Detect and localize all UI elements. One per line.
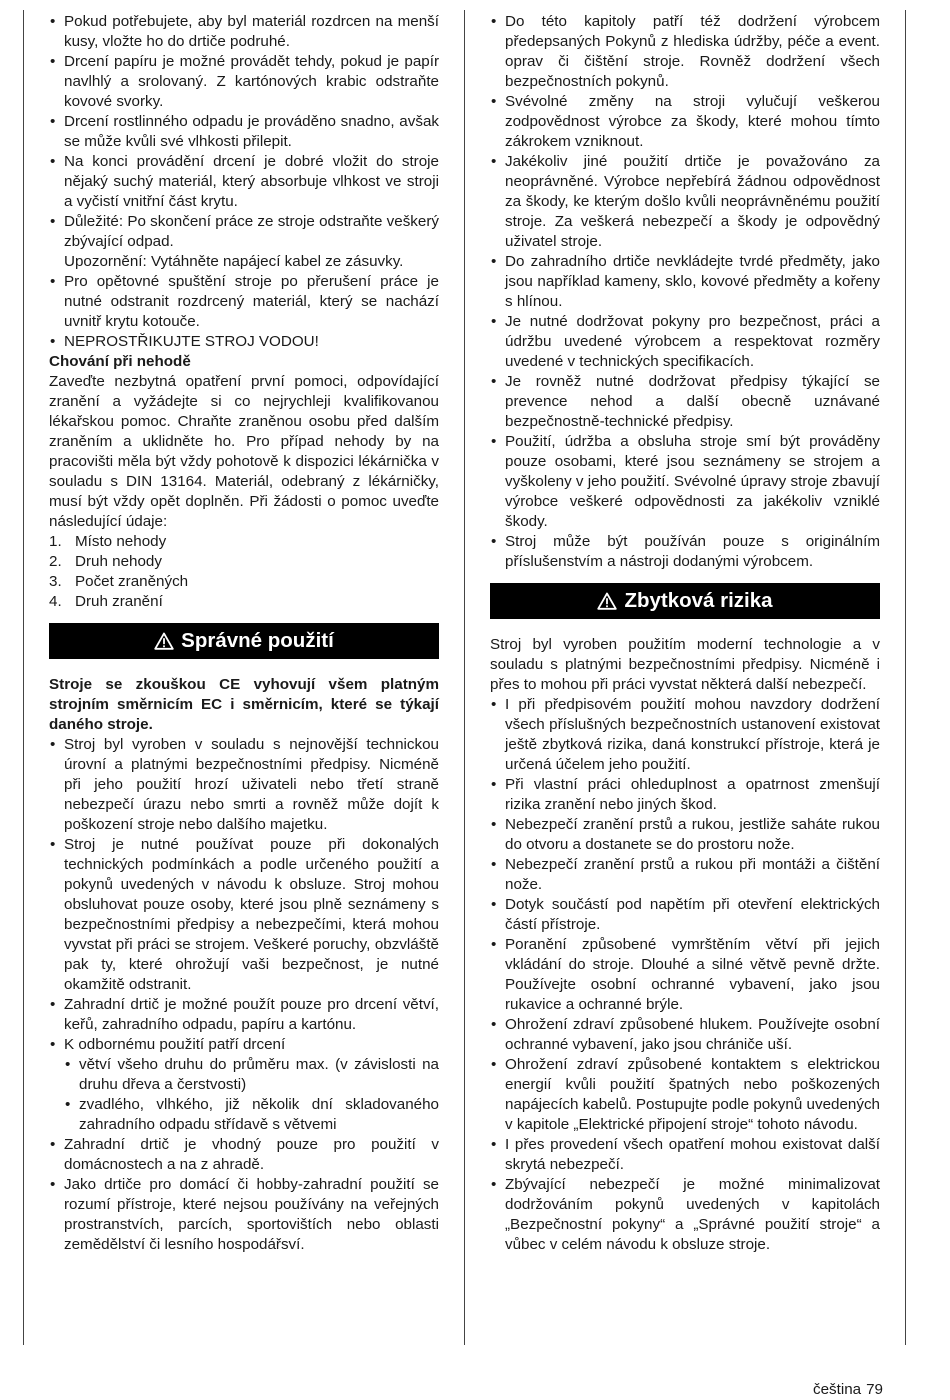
list-item: • Nebezpečí zranění prstů a rukou při montáži a čištění nože. — [490, 855, 880, 895]
list-item: • Pokud potřebujete, aby byl materiál rozdrcen na menší kusy, vložte ho do drtiče podruhé. — [49, 12, 439, 52]
list-item — [49, 572, 439, 592]
list-item — [49, 592, 439, 612]
sub-bullet-list — [64, 1055, 439, 1135]
list-item: • Poranění způsobené vymrštěním větví při jejich vkládání do stroje. Dlouhé a silné větvě pevně držte. Používejte osobní ochranné vybavení, jako jsou rukavice a ochranné brýle. — [490, 935, 880, 1015]
footer-language: čeština — [812, 1381, 862, 1398]
list-item: • Dotyk součástí pod napětím při otevření elektrických částí přístroje. — [490, 895, 880, 935]
list-text: Místo nehody — [75, 533, 167, 550]
list-item: • NEPROSTŘIKUJTE STROJ VODOU! — [49, 332, 439, 352]
list-text: Druh nehody — [75, 553, 162, 570]
sub-list-item: • větví všeho druhu do průměru max. (v závislosti na druhu dřeva a čerstvosti) — [64, 1055, 439, 1095]
residual-risks-intro: Stroj byl vyroben použitím moderní technologie a v souladu s platnými bezpečnostními předpisy. Nicméně i přes to mohou při práci vyvstat některá další nebezpečí. — [490, 636, 880, 693]
cleanup-bullet-list — [49, 12, 439, 352]
list-item: • Je nutné dodržovat pokyny pro bezpečnost, práci a údržbu uvedené výrobcem a respektovat rozměry uvedené v technických specifikacích. — [490, 312, 880, 372]
list-text: Druh zranění — [75, 593, 163, 610]
warning-note: Upozornění: Vytáhněte napájecí kabel ze zásuvky. — [64, 253, 404, 270]
list-item: • Stroj může být používán pouze s originálním příslušenstvím a nástroji dodanými výrobcem. — [490, 532, 880, 572]
list-text: Počet zraněných — [75, 573, 189, 590]
list-item — [49, 552, 439, 572]
list-item: • Jako drtiče pro domácí či hobby-zahradní použití se rozumí přístroje, které nejsou používány na veřejných prostranstvích, parcích, sportovištích nebo oblasti zemědělství či lesního hospodářsví. — [49, 1175, 439, 1255]
list-item: • Nebezpečí zranění prstů a rukou, jestliže saháte rukou do otvoru a dostanete se do prostoru nože. — [490, 815, 880, 855]
list-item: • Je rovněž nutné dodržovat předpisy týkající se prevence nehod a další obecně uznávané bezpečnostně-technické předpisy. — [490, 372, 880, 432]
list-item: • Ohrožení zdraví způsobené hlukem. Používejte osobní ochranné vybavení, jako jsou chrániče uší. — [490, 1015, 880, 1055]
residual-risks-heading: Zbytková rizika — [624, 589, 773, 612]
left-margin-rule — [23, 10, 24, 1345]
list-number: 3. — [49, 573, 62, 590]
important-text: Důležité: Po skončení práce ze stroje odstraňte veškerý zbývající odpad. — [64, 213, 439, 250]
list-item — [49, 1035, 439, 1135]
list-item: • Zahradní drtič je vhodný pouze pro použití v domácnostech a na z ahradě. — [49, 1135, 439, 1175]
residual-risks-heading-band — [490, 583, 880, 619]
warning-triangle-icon — [597, 592, 617, 610]
list-item: • I přes provedení všech opatření mohou existovat další skrytá nebezpečí. — [490, 1135, 880, 1175]
list-item: • Zbývající nebezpečí je možné minimalizovat dodržováním pokynů uvedených v kapitolách „Bezpečnostní pokyny“ a „Správné použití stroje“ a vůbec v celém návodu k obsluze stroje. — [490, 1175, 880, 1255]
right-column — [490, 12, 880, 1255]
page-number: 79 — [866, 1381, 883, 1398]
list-item: • Drcení papíru je možné provádět tehdy, pokud je papír navlhlý a srolovaný. Z kartónových krabic odstraňte kovové svorky. — [49, 52, 439, 112]
warning-triangle-icon — [154, 632, 174, 650]
list-item: • Do zahradního drtiče nevkládejte tvrdé předměty, jako jsou například kameny, sklo, kovové předměty a kořeny s hlínou. — [490, 252, 880, 312]
page-footer — [813, 1380, 883, 1400]
list-item: • Jakékoliv jiné použití drtiče je považováno za neoprávněné. Výrobce nepřebírá žádnou odpovědnost za škody, ke kterým došlo kvůli neoprávněnému použití stroje. Za veškerá nebezpečí a škody je odpovědný uživatel stroje. — [490, 152, 880, 252]
list-item: • Ohrožení zdraví způsobené kontaktem s elektrickou energií kvůli použití špatných nebo poškozených napájecích kabelů. Postupujte podle pokynů uvedených v kapitole „Elektrické připojení stroje“ tohoto návodu. — [490, 1055, 880, 1135]
list-item: • Pro opětovné spuštění stroje po přerušení práce je nutné odstranit rozdrcený materiál, který se nachází uvnitř krytu kotouče. — [49, 272, 439, 332]
list-item: • Stroj je nutné používat pouze při dokonalých technických podmínkách a podle určeného použití a pokynů uvedených v návodu k obsluze. Stroj mohou obsluhovat pouze osoby, které jsou plně seznámeny s bezpečnostními předpisy a nebezpečími, která mohou vyvstat při práci se strojem. Veškeré poruchy, obzvláště pak ty, které ohrožují vaši bezpečnost, je nutné okamžitě odstranit. — [49, 835, 439, 995]
list-item: • I při předpisovém použití mohou navzdory dodržení všech příslušných bezpečnostních ustanovení existovat ještě zbytková rizika, daná konstrukcí přístroje, která je určená účelem jeho použití. — [490, 695, 880, 775]
list-item: • Použití, údržba a obsluha stroje smí být prováděny pouze osobami, které jsou seznámeny se strojem a vyškoleny v jeho použití. Svévolné úpravy stroje zbavují výrobce veškeré odpovědnosti za jakékoliv vzniklé škody. — [490, 432, 880, 532]
accident-paragraph: Zaveďte nezbytná opatření první pomoci, odpovídající zranění a vyžádejte si co nejrychleji kvalifikovanou lékařskou pomoc. Chraňte zraněnou osobu před dalším zraněním a uklidněte ho. Pro případ nehody by na pracovišti měla být vždy pohotově k dispozici lékárnička v souladu s DIN 13164. Materiál, odebraný z lékárničky, musí být vždy opět doplněn. Při žádosti o pomoc uveďte následující údaje: — [49, 373, 439, 530]
list-item: • Na konci provádění drcení je dobré vložit do stroje nějaký suchý materiál, který absorbuje vlhkost ve stroji a vyčistí vnitřní část krytu. — [49, 152, 439, 212]
list-item: • Drcení rostlinného odpadu je prováděno snadno, avšak se může kvůli své vlhkosti přilepit. — [49, 112, 439, 152]
proper-use-bullet-list — [49, 735, 439, 1255]
list-item: • Do této kapitoly patří též dodržení výrobcem předepsaných Pokynů z hlediska údržby, péče a event. oprav či čištění stroje. Rovněž dodržení všech bezpečnostních pokynů. — [490, 12, 880, 92]
right-margin-rule — [905, 10, 906, 1345]
list-number: 2. — [49, 553, 62, 570]
list-item: • Stroj byl vyroben v souladu s nejnovější technickou úrovní a platnými bezpečnostními předpisy. Nicméně při jeho použití hrozí uživateli nebo třetí straně nebezpečí úrazu nebo smrti a rovněž může dojít k poškození stroje nebo dalšího majetku. — [49, 735, 439, 835]
proper-use-lead: Stroje se zkouškou CE vyhovují všem platným strojním směrnicím EC i směrnicím, které se týkají daného stroje. — [49, 676, 439, 733]
list-item: • Při vlastní práci ohleduplnost a opatrnost zmenšují rizika zranění nebo jiných škod. — [490, 775, 880, 815]
residual-risks-bullet-list — [490, 695, 880, 1255]
list-item — [49, 532, 439, 552]
left-column — [49, 12, 439, 1255]
list-number: 1. — [49, 533, 62, 550]
accident-heading: Chování při nehodě — [49, 353, 191, 370]
list-item: • Svévolné změny na stroji vylučují veškerou zodpovědnost výrobce za škody, které mohou tímto zákrokem vzniknout. — [490, 92, 880, 152]
list-number: 4. — [49, 593, 62, 610]
proper-use-heading-band — [49, 623, 439, 659]
list-item: • Zahradní drtič je možné použít pouze pro drcení větví, keřů, zahradního odpadu, papíru a kartónu. — [49, 995, 439, 1035]
usage-rules-bullet-list — [490, 12, 880, 572]
sub-list-item: • zvadlého, vlhkého, již několik dní skladovaného zahradního odpadu střídavě s větvemi — [64, 1095, 439, 1135]
accident-numbered-list — [49, 532, 439, 612]
list-item — [49, 212, 439, 272]
list-text: K odbornému použití patří drcení — [64, 1036, 286, 1053]
column-divider-rule — [464, 10, 465, 1345]
proper-use-heading: Správné použití — [181, 629, 334, 652]
